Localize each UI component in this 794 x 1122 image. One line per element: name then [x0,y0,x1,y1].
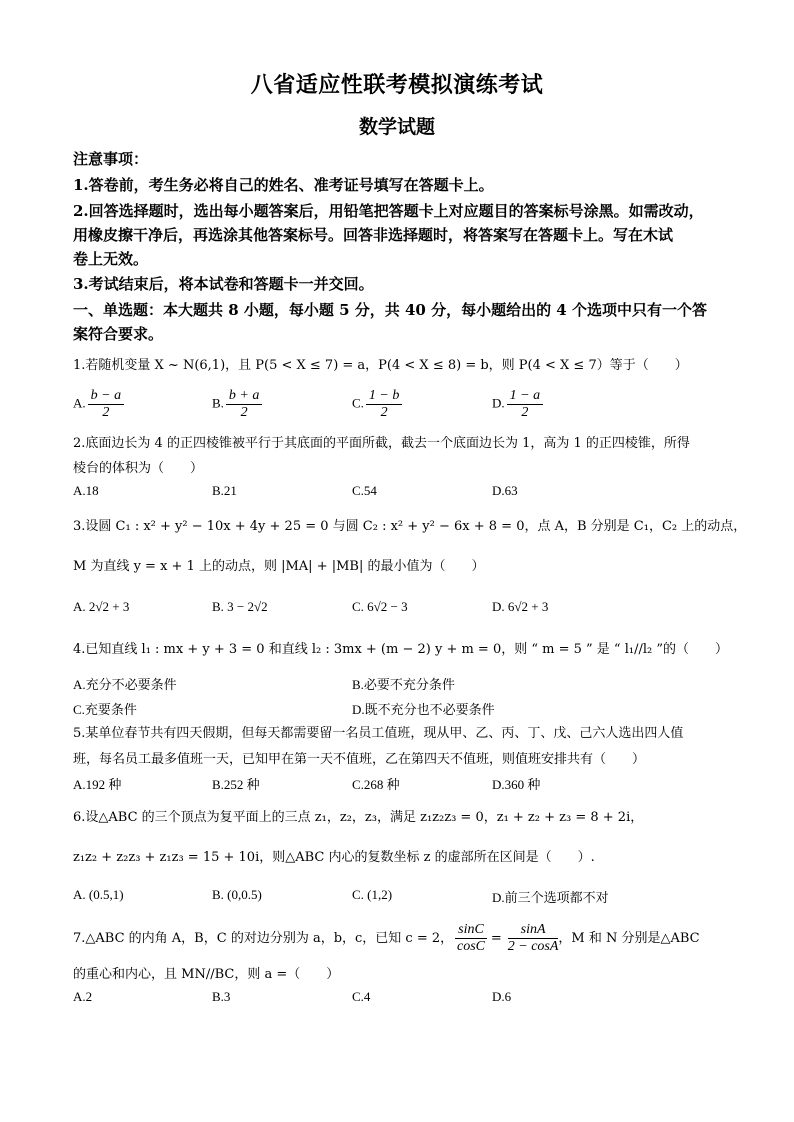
fraction-numerator: b − a [88,388,124,405]
equals-sign: = [490,931,502,946]
question-6-stem-line-1: 6.设△ABC 的三个顶点为复平面上的三点 z₁，z₂，z₃，满足 z₁z₂z₃ = 0，z₁ + z₂ + z₃ = 8 + 2i， [73,810,644,825]
question-4-option-d: D.既不充分也不必要条件 [352,702,495,717]
fraction-denominator: 2 [102,405,110,420]
question-2-option-a: A.18 [73,483,99,498]
question-3-option-c: C. 6√2 − 3 [352,599,408,614]
fraction-denominator: 2 [521,405,529,420]
question-5-stem-line-1: 5.某单位春节共有四天假期，但每天都需要留一名员工值班，现从甲、乙、丙、丁、戊、己六人选出四人值 [73,726,684,741]
question-3-option-a: A. 2√2 + 3 [73,599,130,614]
notice-item-2-line-2: 用橡皮擦干净后，再选涂其他答案标号。回答非选择题时，将答案写在答题卡上。写在木试 [73,226,674,244]
question-1-option-c [352,388,402,421]
question-5-option-b: B.252 种 [212,777,260,792]
question-7-stem-start: 7.△ABC 的内角 A，B，C 的对边分别为 a，b，c，已知 c = 2， [73,931,454,946]
question-5-option-d: D.360 种 [492,777,541,792]
question-7-option-b: B.3 [212,989,231,1004]
question-4-option-a: A.充分不必要条件 [73,677,177,692]
question-1-option-b [212,388,262,421]
question-2-stem-line-2: 棱台的体积为（ ） [73,461,204,476]
question-7-stem-end: ，M 和 N 分别是△ABC [558,931,700,946]
option-label: C. [352,395,364,411]
question-4-option-c: C.充要条件 [73,702,137,717]
question-1-option-d [492,388,543,421]
fraction-numerator: sinC [455,922,487,939]
notice-item-1: 1.答卷前，考生务必将自己的姓名、准考证号填写在答题卡上。 [73,176,494,194]
fraction [88,388,124,421]
question-3-stem-line-2: M 为直线 y = x + 1 上的动点，则 |MA| + |MB| 的最小值为（ ） [73,559,485,574]
option-label: D. [492,395,505,411]
question-2-stem-line-1: 2.底面边长为 4 的正四棱锥被平行于其底面的平面所截，截去一个底面边长为 1，高为 1 的正四棱锥，所得 [73,436,690,451]
question-3-stem-line-1: 3.设圆 C₁ : x² + y² − 10x + 4y + 25 = 0 与圆 C₂ : x² + y² − 6x + 8 = 0，点 A，B 分别是 C₁，C₂ 上的动点， [73,519,747,534]
question-5-option-c: C.268 种 [352,777,400,792]
question-2-option-c: C.54 [352,483,377,498]
question-7-option-a: A.2 [73,989,93,1004]
fraction-numerator: b + a [226,388,262,405]
question-7-stem-line-1 [73,922,733,956]
fraction [226,388,262,421]
option-label: B. [212,395,224,411]
section-heading-line-1: 一、单选题：本大题共 8 小题，每小题 5 分，共 40 分，每小题给出的 4 个选项中只有一个答 [73,301,707,319]
fraction-denominator: 2 − cosA [507,939,559,954]
fraction-numerator: sinA [508,922,559,939]
question-5-option-a: A.192 种 [73,777,122,792]
question-1-option-a [73,388,124,421]
fraction-sin-a-over-2-minus-cos-a [508,922,559,955]
question-2-option-b: B.21 [212,483,237,498]
notice-item-2-line-3: 卷上无效。 [73,250,149,268]
exam-title: 八省适应性联考模拟演练考试 [250,72,544,98]
notice-heading: 注意事项： [73,150,149,168]
fraction-numerator: 1 − a [507,388,543,405]
fraction-denominator: 2 [380,405,388,420]
question-1-stem: 1.若随机变量 X ~ N(6,1)，且 P(5 < X ≤ 7) = a，P(4 < X ≤ 8) = b，则 P(4 < X ≤ 7）等于（ ） [73,358,688,373]
question-7-stem-line-2: 的重心和内心，且 MN//BC，则 a =（ ） [73,967,340,982]
question-6-stem-line-2: z₁z₂ + z₂z₃ + z₁z₃ = 15 + 10i，则△ABC 内心的复数坐标 z 的虚部所在区间是（ ）. [73,850,595,865]
question-5-stem-line-2: 班，每名员工最多值班一天，已知甲在第一天不值班，乙在第四天不值班，则值班安排共有（ ） [73,752,646,767]
question-6-option-a: A. (0.5,1) [73,887,124,902]
fraction-sin-c-over-cos-c [455,922,487,955]
question-6-option-d: D.前三个选项都不对 [492,890,609,905]
question-3-option-b: B. 3 − 2√2 [212,599,268,614]
question-2-option-d: D.63 [492,483,518,498]
option-label: A. [73,395,86,411]
question-4-stem: 4.已知直线 l₁ : mx + y + 3 = 0 和直线 l₂ : 3mx + (m − 2) y + m = 0，则 “ m = 5 ” 是 “ l₁//l₂ ”的（ ） [73,642,728,657]
section-heading-line-2: 案符合要求。 [73,325,164,343]
fraction [366,388,402,421]
notice-item-3: 3.考试结束后，将本试卷和答题卡一并交回。 [73,275,374,293]
notice-item-2-line-1: 2.回答选择题时，选出每小题答案后，用铅笔把答题卡上对应题目的答案标号涂黑。如需改动， [73,202,704,220]
fraction-denominator: 2 [240,405,248,420]
question-6-option-b: B. (0,0.5) [212,887,262,902]
fraction [507,388,543,421]
question-4-option-b: B.必要不充分条件 [352,677,455,692]
question-3-option-d: D. 6√2 + 3 [492,599,549,614]
question-7-option-d: D.6 [492,989,512,1004]
fraction-numerator: 1 − b [366,388,402,405]
question-6-option-c: C. (1,2) [352,887,393,902]
question-7-option-c: C.4 [352,989,371,1004]
exam-subject: 数学试题 [358,116,435,138]
fraction-denominator: cosC [457,939,485,954]
